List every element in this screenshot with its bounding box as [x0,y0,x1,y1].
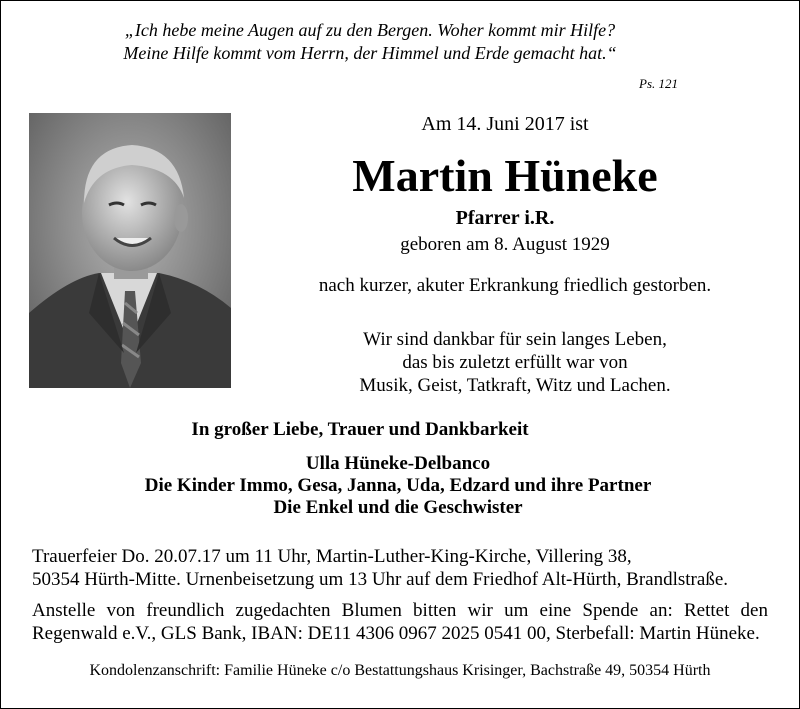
donation-request [32,599,768,645]
bible-quote [60,19,680,65]
mourner-relatives: Die Enkel und die Geschwister [273,497,523,518]
gratitude-line-3: Musik, Geist, Tatkraft, Witz und Lachen. [359,375,671,396]
funeral-service-info [32,545,772,591]
quote-line-2: Meine Hilfe kommt vom Herrn, der Himmel und Erde gemacht hat.“ [123,43,617,63]
portrait-photo [29,113,231,388]
quote-reference: Ps. 121 [639,76,678,91]
service-line-1: Trauerfeier Do. 20.07.17 um 11 Uhr, Martin-Luther-King-Kirche, Villering 38, [32,546,632,567]
mourner-children: Die Kinder Immo, Gesa, Janna, Uda, Edzard und ihre Partner [144,475,652,496]
birth-date: geboren am 8. August 1929 [400,234,610,255]
donation-line-2: Regenwald e.V., GLS Bank, IBAN: DE11 4306 0967 2025 0541 00, Sterbefall: Martin Hüneke. [32,623,760,644]
portrait-photo-icon [29,113,231,388]
gratitude-line-2: das bis zuletzt erfüllt war von [402,352,628,373]
death-date-line: Am 14. Juni 2017 ist [421,113,589,135]
gratitude-text [320,328,710,397]
mourners-heading [0,419,800,441]
mourners-list [0,453,800,519]
mourners-heading-text: In großer Liebe, Trauer und Dankbarkeit [191,419,529,440]
gratitude-line-1: Wir sind dankbar für sein langes Leben, [363,329,667,350]
service-line-2: 50354 Hürth-Mitte. Urnenbeisetzung um 13 Uhr auf dem Friedhof Alt-Hürth, Brandlstraße. [32,569,728,590]
quote-line-1: „Ich hebe meine Augen auf zu den Bergen. Woher kommt mir Hilfe? [124,20,616,40]
deceased-title: Pfarrer i.R. [455,207,555,229]
death-circumstance: nach kurzer, akuter Erkrankung friedlich gestorben. [318,275,712,296]
donation-line-1: Anstelle von freundlich zugedachten Blumen bitten wir um eine Spende an: Rettet den [32,600,768,621]
deceased-name: Martin Hüneke [352,150,658,201]
mourner-spouse: Ulla Hüneke-Delbanco [305,453,491,474]
condolence-address: Kondolenzanschrift: Familie Hüneke c/o Bestattungshaus Krisinger, Bachstraße 49, 50354 Hürth [89,662,711,679]
